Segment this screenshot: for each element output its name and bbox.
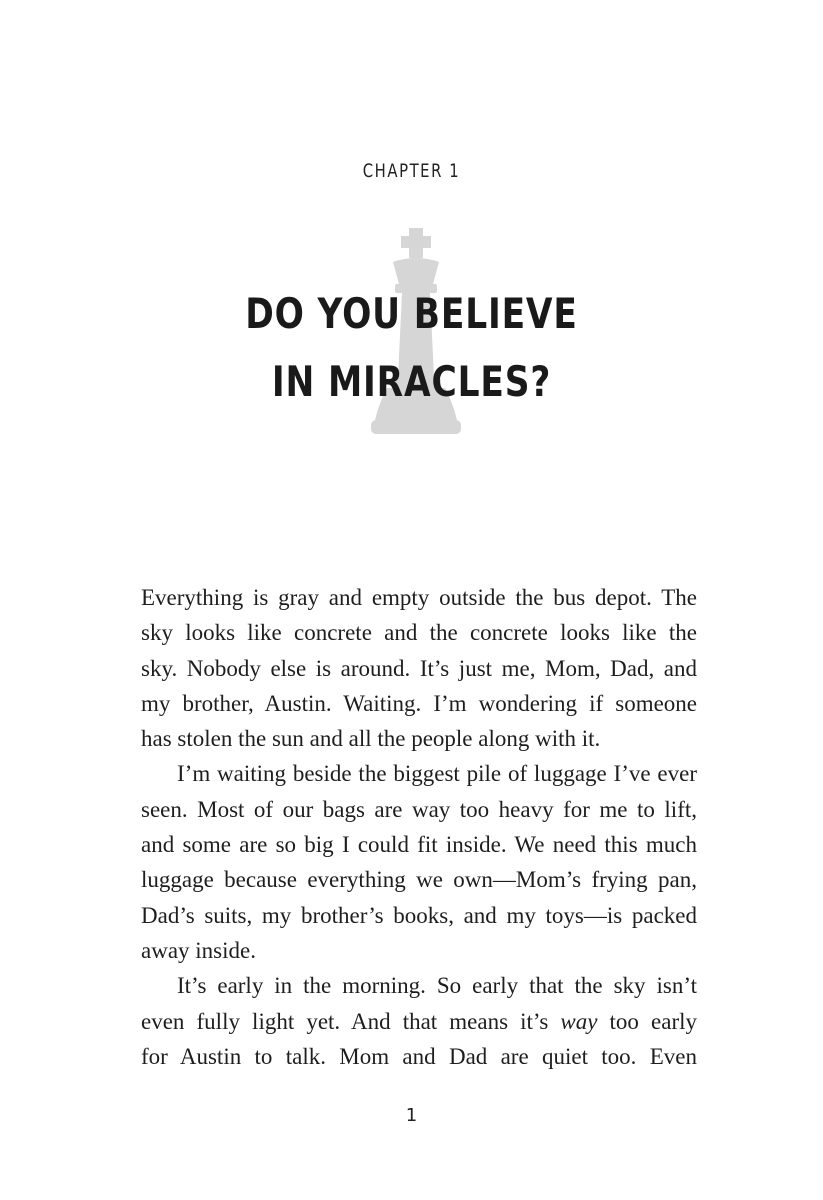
text-line: sky looks like concrete and the concrete looks like the	[141, 620, 697, 646]
emphasis-word: way	[560, 1008, 598, 1034]
chapter-label: CHAPTER 1	[362, 160, 461, 182]
paragraph-1	[141, 580, 697, 756]
body-text	[141, 580, 697, 1074]
chapter-title	[74, 280, 749, 416]
text-line: sky. Nobody else is around. It’s just me, Mom, Dad, and	[141, 655, 697, 681]
text-line: It’s early in the morning. So early that the sky isn’t	[177, 973, 697, 999]
text-run: even fully light yet. And that means it’s	[141, 1008, 561, 1034]
text-line: has stolen the sun and all the people along with it.	[141, 726, 601, 752]
text-line: Everything is gray and empty outside the bus depot. The	[141, 585, 697, 610]
text-line: luggage because everything we own—Mom’s frying pan,	[141, 867, 697, 893]
text-line-with-emphasis	[141, 1004, 697, 1039]
page-number: 1	[405, 1105, 418, 1126]
paragraph-3	[141, 968, 697, 1074]
text-run: too early	[597, 1008, 697, 1034]
text-line: my brother, Austin. Waiting. I’m wondering if someone	[141, 690, 697, 716]
text-line: I’m waiting beside the biggest pile of luggage I’ve ever	[177, 761, 697, 787]
text-line: seen. Most of our bags are way too heavy for me to lift,	[141, 796, 697, 822]
text-line: away inside.	[141, 937, 256, 963]
text-line: Dad’s suits, my brother’s books, and my toys—is packed	[141, 902, 697, 928]
text-line: and some are so big I could fit inside. We need this much	[141, 832, 697, 858]
paragraph-2	[141, 756, 697, 968]
text-line: for Austin to talk. Mom and Dad are quiet too. Even	[141, 1043, 697, 1069]
chapter-title-line-2: IN MIRACLES?	[271, 357, 552, 406]
chapter-title-line-1: DO YOU BELIEVE	[245, 289, 578, 338]
